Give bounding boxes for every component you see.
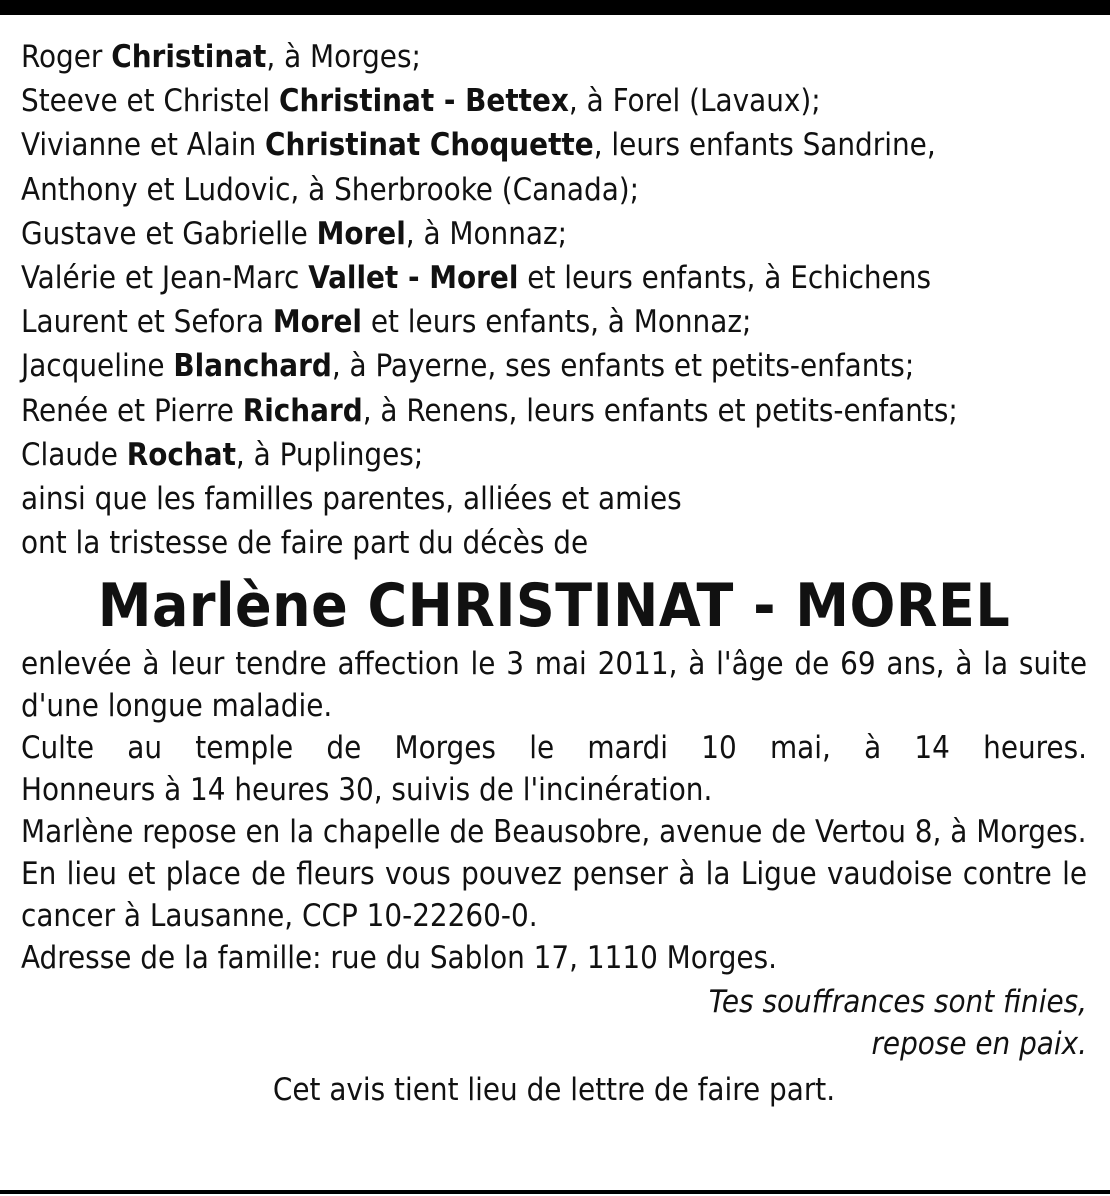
family-text: Roger xyxy=(21,39,112,75)
family-surname: Richard xyxy=(242,392,363,429)
obituary-notice xyxy=(21,35,1087,1111)
family-line xyxy=(21,168,1087,212)
family-list xyxy=(21,35,1087,565)
family-text: ainsi que les familles parentes, alliées et amies xyxy=(21,481,682,518)
family-line xyxy=(21,256,1087,300)
family-address: Adresse de la famille: rue du Sablon 17, 1110 Morges. xyxy=(21,940,777,977)
service-info: Culte au temple de Morges le mardi 10 mai, à 14 heures. xyxy=(21,730,1087,767)
chapel-info: Marlène repose en la chapelle de Beausobre, avenue de Vertou 8, à Morges. xyxy=(21,814,1087,851)
family-line xyxy=(21,212,1087,256)
closing-line-2: repose en paix. xyxy=(871,1026,1087,1063)
family-text: Steeve et Christel xyxy=(21,83,280,120)
family-text: Jacqueline xyxy=(21,348,174,385)
family-surname: Blanchard xyxy=(173,348,332,385)
family-surname: Christinat - Bettex xyxy=(279,83,569,120)
death-announcement: enlevée à leur tendre affection le 3 mai 2011, à l'âge de 69 ans, à la suite d'une longue maladie. xyxy=(21,646,1087,725)
family-text: et leurs enfants, à Echichens xyxy=(518,260,931,297)
family-text: Valérie et Jean-Marc xyxy=(21,260,309,297)
family-line xyxy=(21,521,1087,565)
closing-quote xyxy=(21,981,1087,1065)
family-surname: Morel xyxy=(272,304,362,341)
family-text: , à Payerne, ses enfants et petits-enfants; xyxy=(331,348,915,385)
family-line xyxy=(21,123,1087,167)
family-text: , à Renens, leurs enfants et petits-enfants; xyxy=(362,392,958,429)
family-text: , à Morges; xyxy=(266,39,421,75)
family-surname: Vallet - Morel xyxy=(308,260,519,297)
bottom-rule xyxy=(0,1190,1110,1194)
footer-note: Cet avis tient lieu de lettre de faire part. xyxy=(272,1072,836,1109)
family-text: , leurs enfants Sandrine, xyxy=(593,127,936,164)
family-surname: Christinat Choquette xyxy=(265,127,594,164)
family-line xyxy=(21,477,1087,521)
family-text: Vivianne et Alain xyxy=(21,127,266,164)
family-line xyxy=(21,389,1087,433)
family-text: Renée et Pierre xyxy=(21,392,243,429)
family-text: ont la tristesse de faire part du décès de xyxy=(21,525,589,562)
family-surname: Morel xyxy=(316,215,406,252)
family-text: Claude xyxy=(21,436,127,473)
family-text: , à Monnaz; xyxy=(405,215,568,252)
family-line xyxy=(21,35,1087,79)
family-text: , à Forel (Lavaux); xyxy=(568,83,821,120)
honors-info: Honneurs à 14 heures 30, suivis de l'incinération. xyxy=(21,772,713,809)
deceased-name: Marlène CHRISTINAT - MOREL xyxy=(97,571,1011,642)
family-line xyxy=(21,344,1087,388)
family-surname: Rochat xyxy=(126,436,236,473)
family-text: Anthony et Ludovic, à Sherbrooke (Canada); xyxy=(21,171,640,208)
family-line xyxy=(21,79,1087,123)
family-text: , à Puplinges; xyxy=(235,436,424,473)
family-text: et leurs enfants, à Monnaz; xyxy=(361,304,752,341)
family-line xyxy=(21,300,1087,344)
family-text: Laurent et Sefora xyxy=(21,304,273,341)
family-text: Gustave et Gabrielle xyxy=(21,215,317,252)
top-rule xyxy=(0,0,1110,15)
closing-line-1: Tes souffrances sont finies, xyxy=(708,984,1087,1021)
family-surname: Christinat xyxy=(111,39,267,75)
family-line xyxy=(21,433,1087,477)
donation-info: En lieu et place de fleurs vous pouvez penser à la Ligue vaudoise contre le cancer à Lausanne, CCP 10-22260-0. xyxy=(21,856,1087,935)
